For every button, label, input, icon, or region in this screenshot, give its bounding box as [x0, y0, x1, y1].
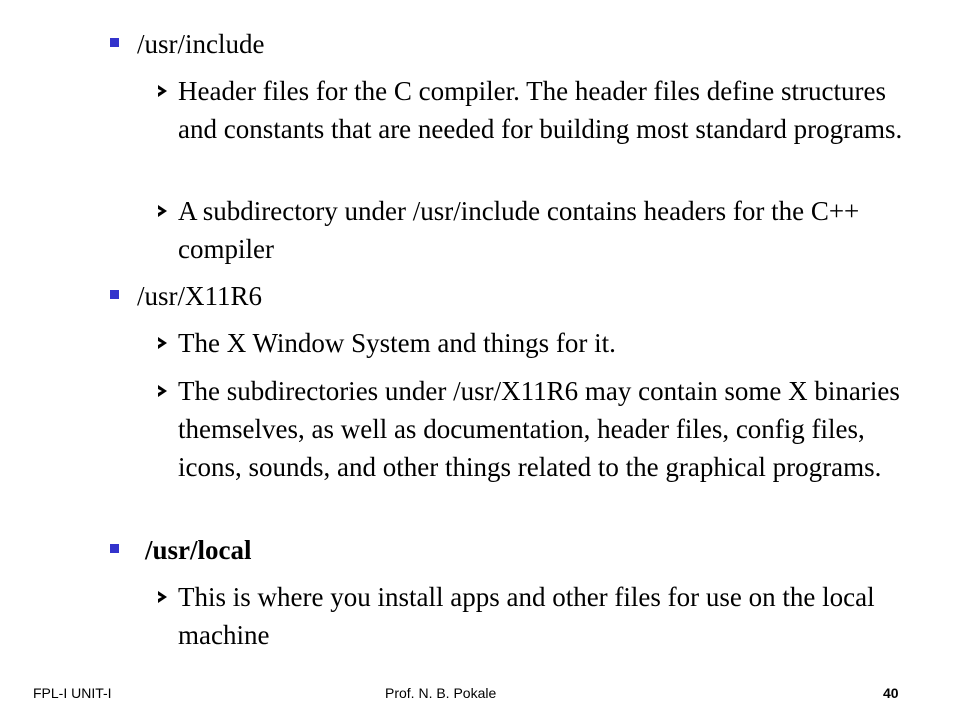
- bullet-heading: /usr/include: [137, 29, 265, 59]
- bullet-heading: /usr/X11R6: [137, 281, 263, 311]
- footer-author: Prof. N. B. Pokale: [385, 685, 497, 701]
- subbullet-text: Header files for the C compiler. The header files define structures and constants that are needed for building most standard programs.: [178, 76, 903, 144]
- subbullet-text: A subdirectory under /usr/include contains headers for the C++ compiler: [178, 196, 860, 264]
- arrow-bullet-icon: [158, 385, 167, 397]
- square-bullet-icon: [110, 38, 119, 47]
- subbullet-local-apps: [158, 578, 918, 654]
- arrow-bullet-icon: [158, 591, 167, 603]
- bullet-heading: /usr/local: [145, 535, 252, 565]
- subbullet-header-files: [158, 72, 918, 148]
- arrow-bullet-icon: [158, 85, 167, 97]
- subbullet-text: This is where you install apps and other files for use on the local machine: [178, 582, 875, 650]
- subbullet-text: The X Window System and things for it.: [178, 328, 616, 358]
- square-bullet-icon: [110, 290, 119, 299]
- subbullet-x-window-system: [158, 324, 918, 362]
- subbullet-text: The subdirectories under /usr/X11R6 may contain some X binaries themselves, as well as documentation, header files, config files, icons, sounds, and other things related to the graphical programs.: [178, 376, 900, 482]
- arrow-bullet-icon: [158, 205, 167, 217]
- footer-course: FPL-I UNIT-I: [33, 685, 112, 701]
- arrow-bullet-icon: [158, 337, 167, 349]
- square-bullet-icon: [110, 544, 119, 553]
- subbullet-cpp-headers: [158, 192, 918, 268]
- subbullet-x11r6-subdirectories: [158, 372, 918, 486]
- page-number: 40: [883, 685, 899, 701]
